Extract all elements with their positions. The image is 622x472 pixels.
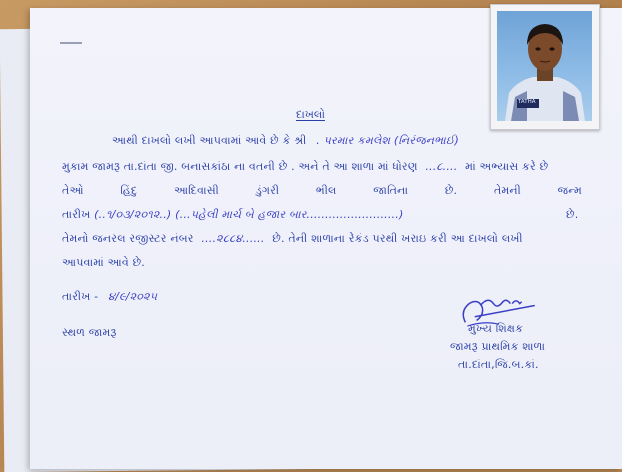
- register-number: ....૨૮૮૪......: [201, 232, 265, 245]
- dob-label: તારીખ: [62, 208, 91, 221]
- closing-line: આપવામાં આવે છે.: [62, 256, 145, 269]
- dob-words: (...પહેલી માર્ચ બે હજાર બાર.........................): [175, 208, 404, 221]
- student-photo: [497, 11, 592, 121]
- caste-word-8: તેમની: [493, 184, 521, 197]
- student-photo-frame: [490, 4, 600, 130]
- date-label: તારીખ -: [62, 290, 99, 303]
- caste-word-7: છે.: [444, 184, 458, 197]
- caste-word-4: ડુંગરી: [255, 184, 280, 197]
- student-name: . પરમાર કમલેશ (નિરંજનભાઈ): [316, 134, 460, 147]
- caste-word-5: ભીલ: [315, 184, 337, 197]
- photo-badge-text: TATHA: [518, 99, 536, 105]
- caste-word-3: આદિવાસી: [173, 184, 219, 197]
- register-suffix: છે. તેની શાળાના રેકંડ પરથી ખરાઇ કરી આ દાખલો લખી: [272, 232, 523, 245]
- register-label: તેમનો જનરલ રજીસ્ટર નંબર: [62, 232, 194, 245]
- date-line: [62, 290, 157, 304]
- date-value: ૪/૯/૨૦૨૫: [108, 290, 158, 303]
- intro-text: આથી દાખલો લખી આપવામાં આવે છે કે શ્રી: [112, 134, 307, 147]
- place-line: સ્થળ જામરૂ: [62, 326, 117, 339]
- caste-word-9: જન્મ: [557, 184, 582, 197]
- caste-word-2: હિંદુ: [120, 184, 138, 197]
- intro-line: [112, 134, 459, 148]
- signatory-school: જામરૂ પ્રાથમિક શાળા: [450, 340, 546, 353]
- certificate-title: દાખલો: [296, 108, 325, 121]
- signatory-address: તા.દાંતા,જિ.બ.કાં.: [458, 358, 539, 371]
- caste-word-6: જાતિના: [373, 184, 409, 197]
- study-text: માં અભ્યાસ કરે છે: [465, 160, 549, 173]
- residence-text: મુકામ જામરૂ તા.દાંતા જી. બનાસકાંઠા ના વતની છે . અને તે આ શાળા માં ધોરણ: [62, 160, 418, 173]
- register-line: [62, 232, 523, 246]
- dob-value: (..૧/૦૩/૨૦૧૨..): [94, 208, 172, 221]
- caste-word-1: તેઓ: [62, 184, 84, 197]
- residence-line: [62, 160, 548, 174]
- dob-line-end: છે.: [566, 208, 579, 221]
- caste-line: [62, 184, 582, 198]
- certificate-paper: [30, 8, 622, 469]
- signatory-title: મુખ્ય શિક્ષક: [468, 322, 524, 335]
- standard-value: ...૮....: [425, 160, 458, 173]
- dob-line: [62, 208, 403, 222]
- paper-mark: [60, 42, 82, 44]
